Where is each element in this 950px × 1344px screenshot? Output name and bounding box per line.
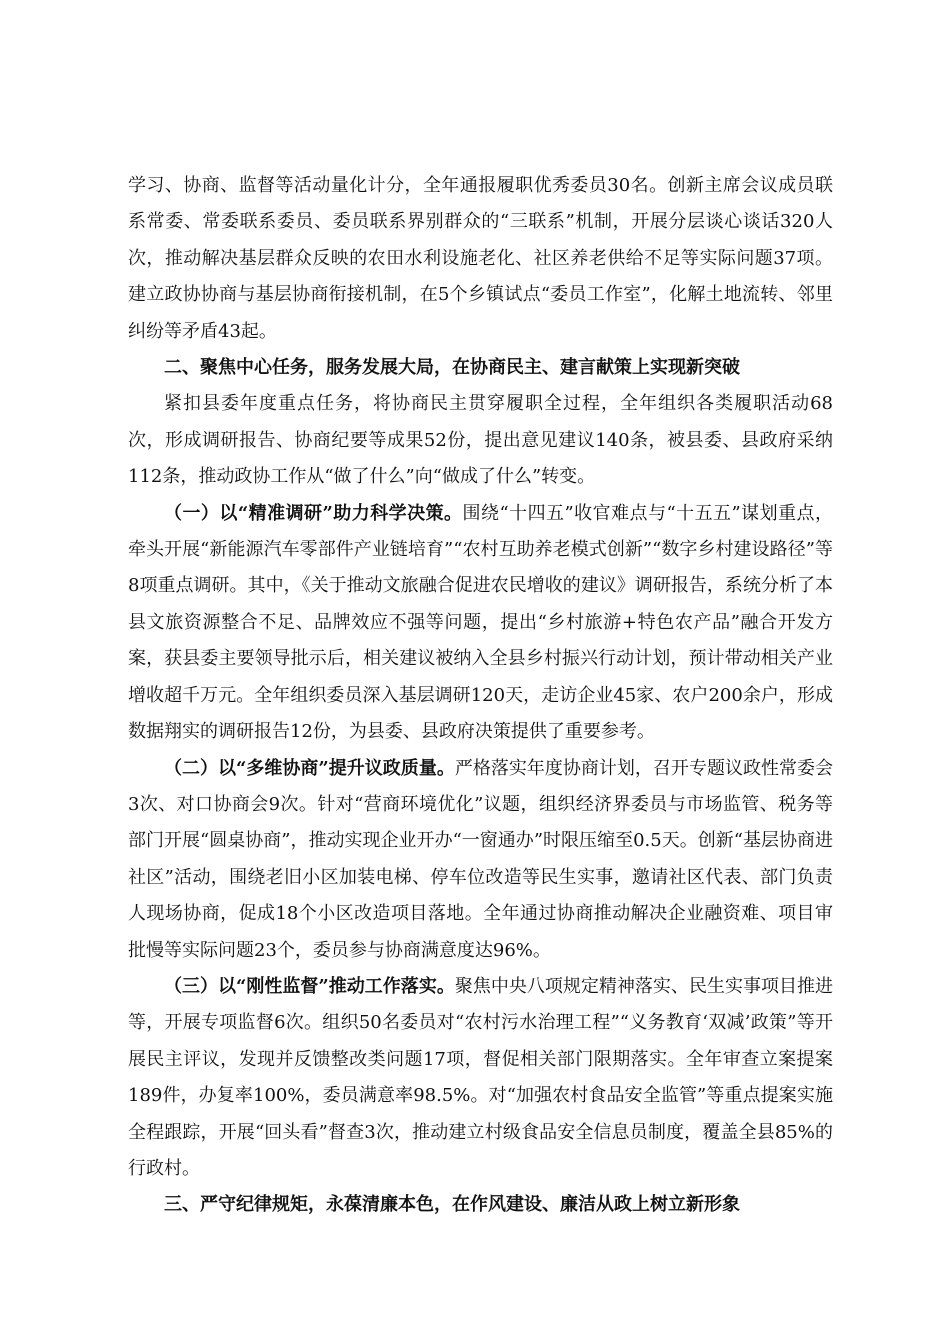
section-heading-2: 二、聚焦中心任务，服务发展大局，在协商民主、建言献策上实现新突破 — [164, 357, 740, 379]
section-heading-3: 三、严守纪律规矩，永葆清廉本色，在作风建设、廉洁从政上树立新形象 — [164, 1194, 740, 1216]
paragraph-continuation: 学习、协商、监督等活动量化计分，全年通报履职优秀委员30名。创新主席会议成员联系常委、常委联系委员、委员联系界别群众的“三联系”机制，开展分层谈心谈话320人次，推动解决基层群众反映的农田水利设施老化、社区养老供给不足等实际问题37项。建立政协协商与基层协商衔接机制，在5个乡镇试点“委员工作室”，化解土地流转、邻里纠纷等矛盾43起。 — [128, 175, 833, 342]
sub1-text: 围绕“十四五”收官难点与“十五五”谋划重点，牵头开展“新能源汽车零部件产业链培育”“农村互助养老模式创新”“数字乡村建设路径”等8项重点调研。其中，《关于推动文旅融合促进农民增收的建议》调研报告，系统分析了本县文旅资源整合不足、品牌效应不强等问题，提出“乡村旅游+特色农产品”融合开发方案，获县委主要领导批示后，相关建议被纳入全县乡村振兴行动计划，预计带动相关产业增收超千万元。全年组织委员深入基层调研120天，走访企业45家、农户200余户，形成数据翔实的调研报告12份，为县委、县政府决策提供了重要参考。 — [128, 502, 833, 743]
sub2-lead: （二）以“多维协商”提升议政质量。 — [164, 757, 455, 779]
sub2-text: 严格落实年度协商计划，召开专题议政性常委会3次、对口协商会9次。针对“营商环境优化”议题，组织经济界委员与市场监管、税务等部门开展“圆桌协商”，推动实现企业开办“一窗通办”时限压缩至0.5天。创新“基层协商进社区”活动，围绕老旧小区加装电梯、停车位改造等民生实事，邀请社区代表、部门负责人现场协商，促成18个小区改造项目落地。全年通过协商推动解决企业融资难、项目审批慢等实际问题23个，委员参与协商满意度达96%。 — [128, 757, 833, 961]
paragraph-intro: 紧扣县委年度重点任务，将协商民主贯穿履职全过程，全年组织各类履职活动68次，形成调研报告、协商纪要等成果52份，提出意见建议140条，被县委、县政府采纳112条，推动政协工作从“做了什么”向“做成了什么”转变。 — [128, 393, 833, 488]
sub3-text: 聚焦中央八项规定精神落实、民生实事项目推进等，开展专项监督6次。组织50名委员对“农村污水治理工程”“义务教育‘双减’政策”等开展民主评议，发现并反馈整改类问题17项，督促相关部门限期落实。全年审查立案提案189件，办复率100%，委员满意率98.5%。对“加强农村食品安全监管”等重点提案实施全程跟踪，开展“回头看”督查3次，推动建立村级食品安全信息员制度，覆盖全县85%的行政村。 — [128, 975, 833, 1179]
sub1-lead: （一）以“精准调研”助力科学决策。 — [164, 502, 463, 524]
document-page — [128, 168, 833, 1224]
paragraph-sub2 — [128, 751, 833, 969]
paragraph-sub3 — [128, 969, 833, 1187]
paragraph-sub1 — [128, 496, 833, 751]
sub3-lead: （三）以“刚性监督”推动工作落实。 — [164, 975, 455, 997]
